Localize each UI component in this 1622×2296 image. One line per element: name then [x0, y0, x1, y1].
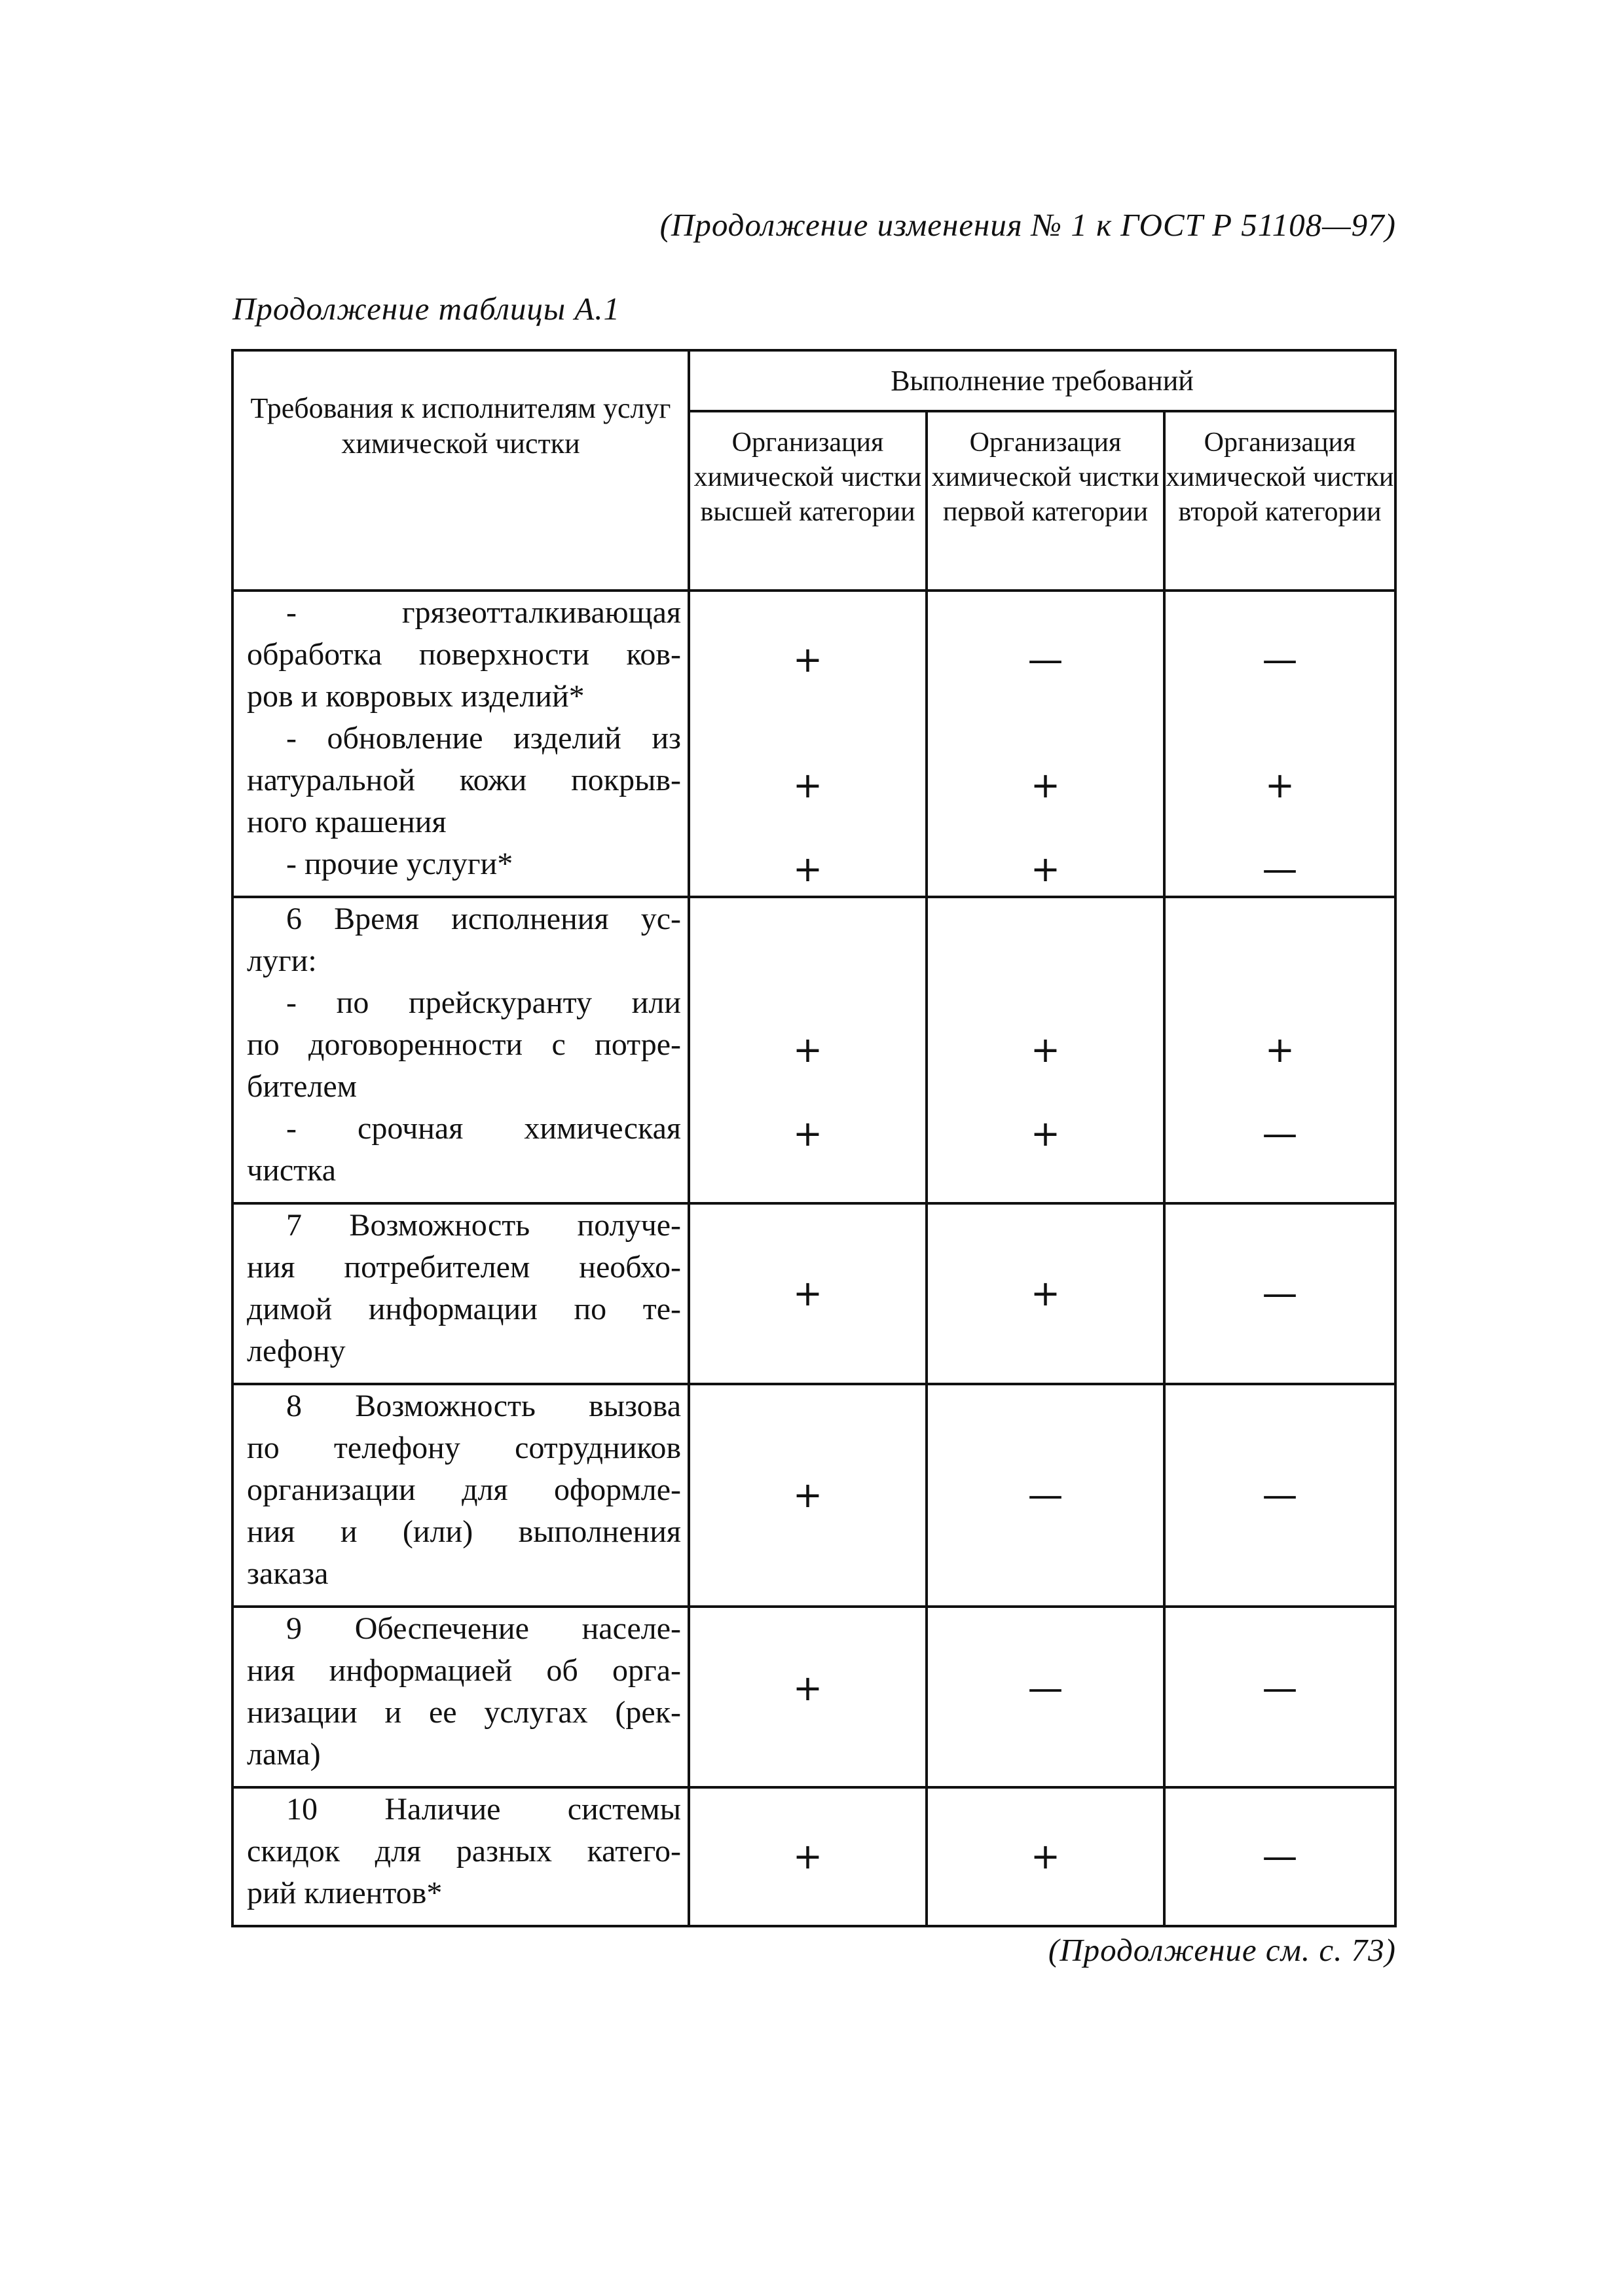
requirement-line: рий клиентов*	[247, 1876, 443, 1910]
fulfillment-cell	[1164, 1787, 1395, 1926]
dash-mark: —	[1027, 1667, 1063, 1709]
header-requirements: Требования к исполнителям услуг химической чистки	[232, 350, 689, 591]
plus-mark: +	[1030, 848, 1061, 890]
fulfillment-cell	[927, 591, 1164, 897]
requirement-cell	[232, 1384, 689, 1607]
fulfillment-cell	[1164, 1203, 1395, 1384]
requirement-line: димой информации по те-	[247, 1292, 681, 1326]
plus-mark: +	[1264, 765, 1295, 806]
requirement-cell	[232, 1203, 689, 1384]
table-row	[232, 1203, 1395, 1384]
plus-mark: +	[792, 1113, 823, 1154]
requirement-line: луги:	[247, 943, 317, 978]
fulfillment-cell	[927, 897, 1164, 1203]
fulfillment-cell	[927, 1203, 1164, 1384]
header-fulfillment: Выполнение требований	[689, 350, 1395, 411]
requirement-line: - по прейскуранту или	[286, 985, 681, 1020]
dash-mark: —	[1027, 1474, 1063, 1516]
table-row	[232, 1787, 1395, 1926]
requirement-line: низации и ее услугах (рек-	[247, 1695, 681, 1730]
table-caption: Продолжение таблицы А.1	[232, 291, 621, 327]
table-row	[232, 1384, 1395, 1607]
plus-mark: +	[792, 765, 823, 806]
table-row	[232, 1607, 1395, 1787]
plus-mark: +	[792, 1836, 823, 1877]
fulfillment-cell	[689, 591, 927, 897]
dash-mark: —	[1262, 1273, 1298, 1314]
plus-mark: +	[792, 639, 823, 680]
requirement-cell	[232, 897, 689, 1203]
requirement-line: 8 Возможность вызова	[286, 1389, 681, 1423]
dash-mark: —	[1262, 1113, 1298, 1154]
dash-mark: —	[1262, 639, 1298, 680]
requirement-line: обработка поверхности ков-	[247, 637, 681, 672]
requirement-line: по телефону сотрудников	[247, 1430, 681, 1465]
requirement-line: - прочие услуги*	[286, 847, 513, 881]
requirement-line: ров и ковровых изделий*	[247, 679, 585, 714]
fulfillment-cell	[927, 1787, 1164, 1926]
plus-mark: +	[792, 1273, 823, 1314]
requirement-cell	[232, 1607, 689, 1787]
fulfillment-cell	[927, 1384, 1164, 1607]
plus-mark: +	[792, 1667, 823, 1709]
fulfillment-cell	[1164, 1384, 1395, 1607]
header-highest-category: Организация химической чистки высшей категории	[689, 411, 927, 591]
fulfillment-cell	[689, 1203, 927, 1384]
header-second-category: Организация химической чистки второй категории	[1164, 411, 1395, 591]
requirement-line: 9 Обеспечение населе-	[286, 1611, 681, 1646]
requirements-table	[231, 349, 1397, 1927]
plus-mark: +	[1030, 765, 1061, 806]
plus-mark: +	[792, 848, 823, 890]
requirement-cell	[232, 1787, 689, 1926]
fulfillment-cell	[1164, 1607, 1395, 1787]
requirement-cell	[232, 591, 689, 897]
requirement-line: чистка	[247, 1153, 337, 1188]
fulfillment-cell	[927, 1607, 1164, 1787]
header-first-category: Организация химической чистки первой категории	[927, 411, 1164, 591]
fulfillment-cell	[689, 1787, 927, 1926]
plus-mark: +	[1030, 1113, 1061, 1154]
requirement-line: - срочная химическая	[286, 1111, 681, 1146]
dash-mark: —	[1262, 848, 1298, 890]
dash-mark: —	[1262, 1474, 1298, 1516]
requirement-line: организации для оформле-	[247, 1472, 681, 1507]
requirement-line: по договоренности с потре-	[247, 1027, 681, 1062]
requirement-line: 6 Время исполнения ус-	[286, 902, 681, 936]
requirement-line: заказа	[247, 1556, 329, 1591]
dash-mark: —	[1262, 1667, 1298, 1709]
requirement-line: натуральной кожи покрыв-	[247, 763, 681, 797]
fulfillment-cell	[689, 1607, 927, 1787]
continuation-note: (Продолжение см. с. 73)	[1048, 1932, 1396, 1968]
fulfillment-cell	[689, 1384, 927, 1607]
dash-mark: —	[1027, 639, 1063, 680]
requirement-line: ния информацией об орга-	[247, 1653, 681, 1688]
requirement-line: ного крашения	[247, 805, 447, 839]
requirement-line: 10 Наличие системы	[286, 1792, 681, 1827]
requirement-line: бителем	[247, 1069, 358, 1104]
fulfillment-cell	[689, 897, 927, 1203]
plus-mark: +	[792, 1029, 823, 1070]
fulfillment-cell	[1164, 897, 1395, 1203]
requirement-line: - обновление изделий из	[286, 721, 681, 756]
table-row	[232, 591, 1395, 897]
requirement-line: скидок для разных катего-	[247, 1834, 681, 1868]
requirement-line: ния и (или) выполнения	[247, 1514, 681, 1549]
requirement-line: ния потребителем необхо-	[247, 1250, 681, 1285]
plus-mark: +	[1264, 1029, 1295, 1070]
table-body	[232, 591, 1395, 1926]
requirement-line: 7 Возможность получе-	[286, 1208, 681, 1243]
plus-mark: +	[1030, 1029, 1061, 1070]
requirement-line: лефону	[247, 1334, 346, 1368]
plus-mark: +	[1030, 1273, 1061, 1314]
requirement-line: - грязеотталкивающая	[286, 595, 681, 630]
plus-mark: +	[792, 1474, 823, 1516]
requirement-line: лама)	[247, 1737, 321, 1772]
plus-mark: +	[1030, 1836, 1061, 1877]
table-row	[232, 897, 1395, 1203]
page-header: (Продолжение изменения № 1 к ГОСТ Р 51108—97)	[659, 207, 1396, 243]
fulfillment-cell	[1164, 591, 1395, 897]
dash-mark: —	[1262, 1836, 1298, 1877]
